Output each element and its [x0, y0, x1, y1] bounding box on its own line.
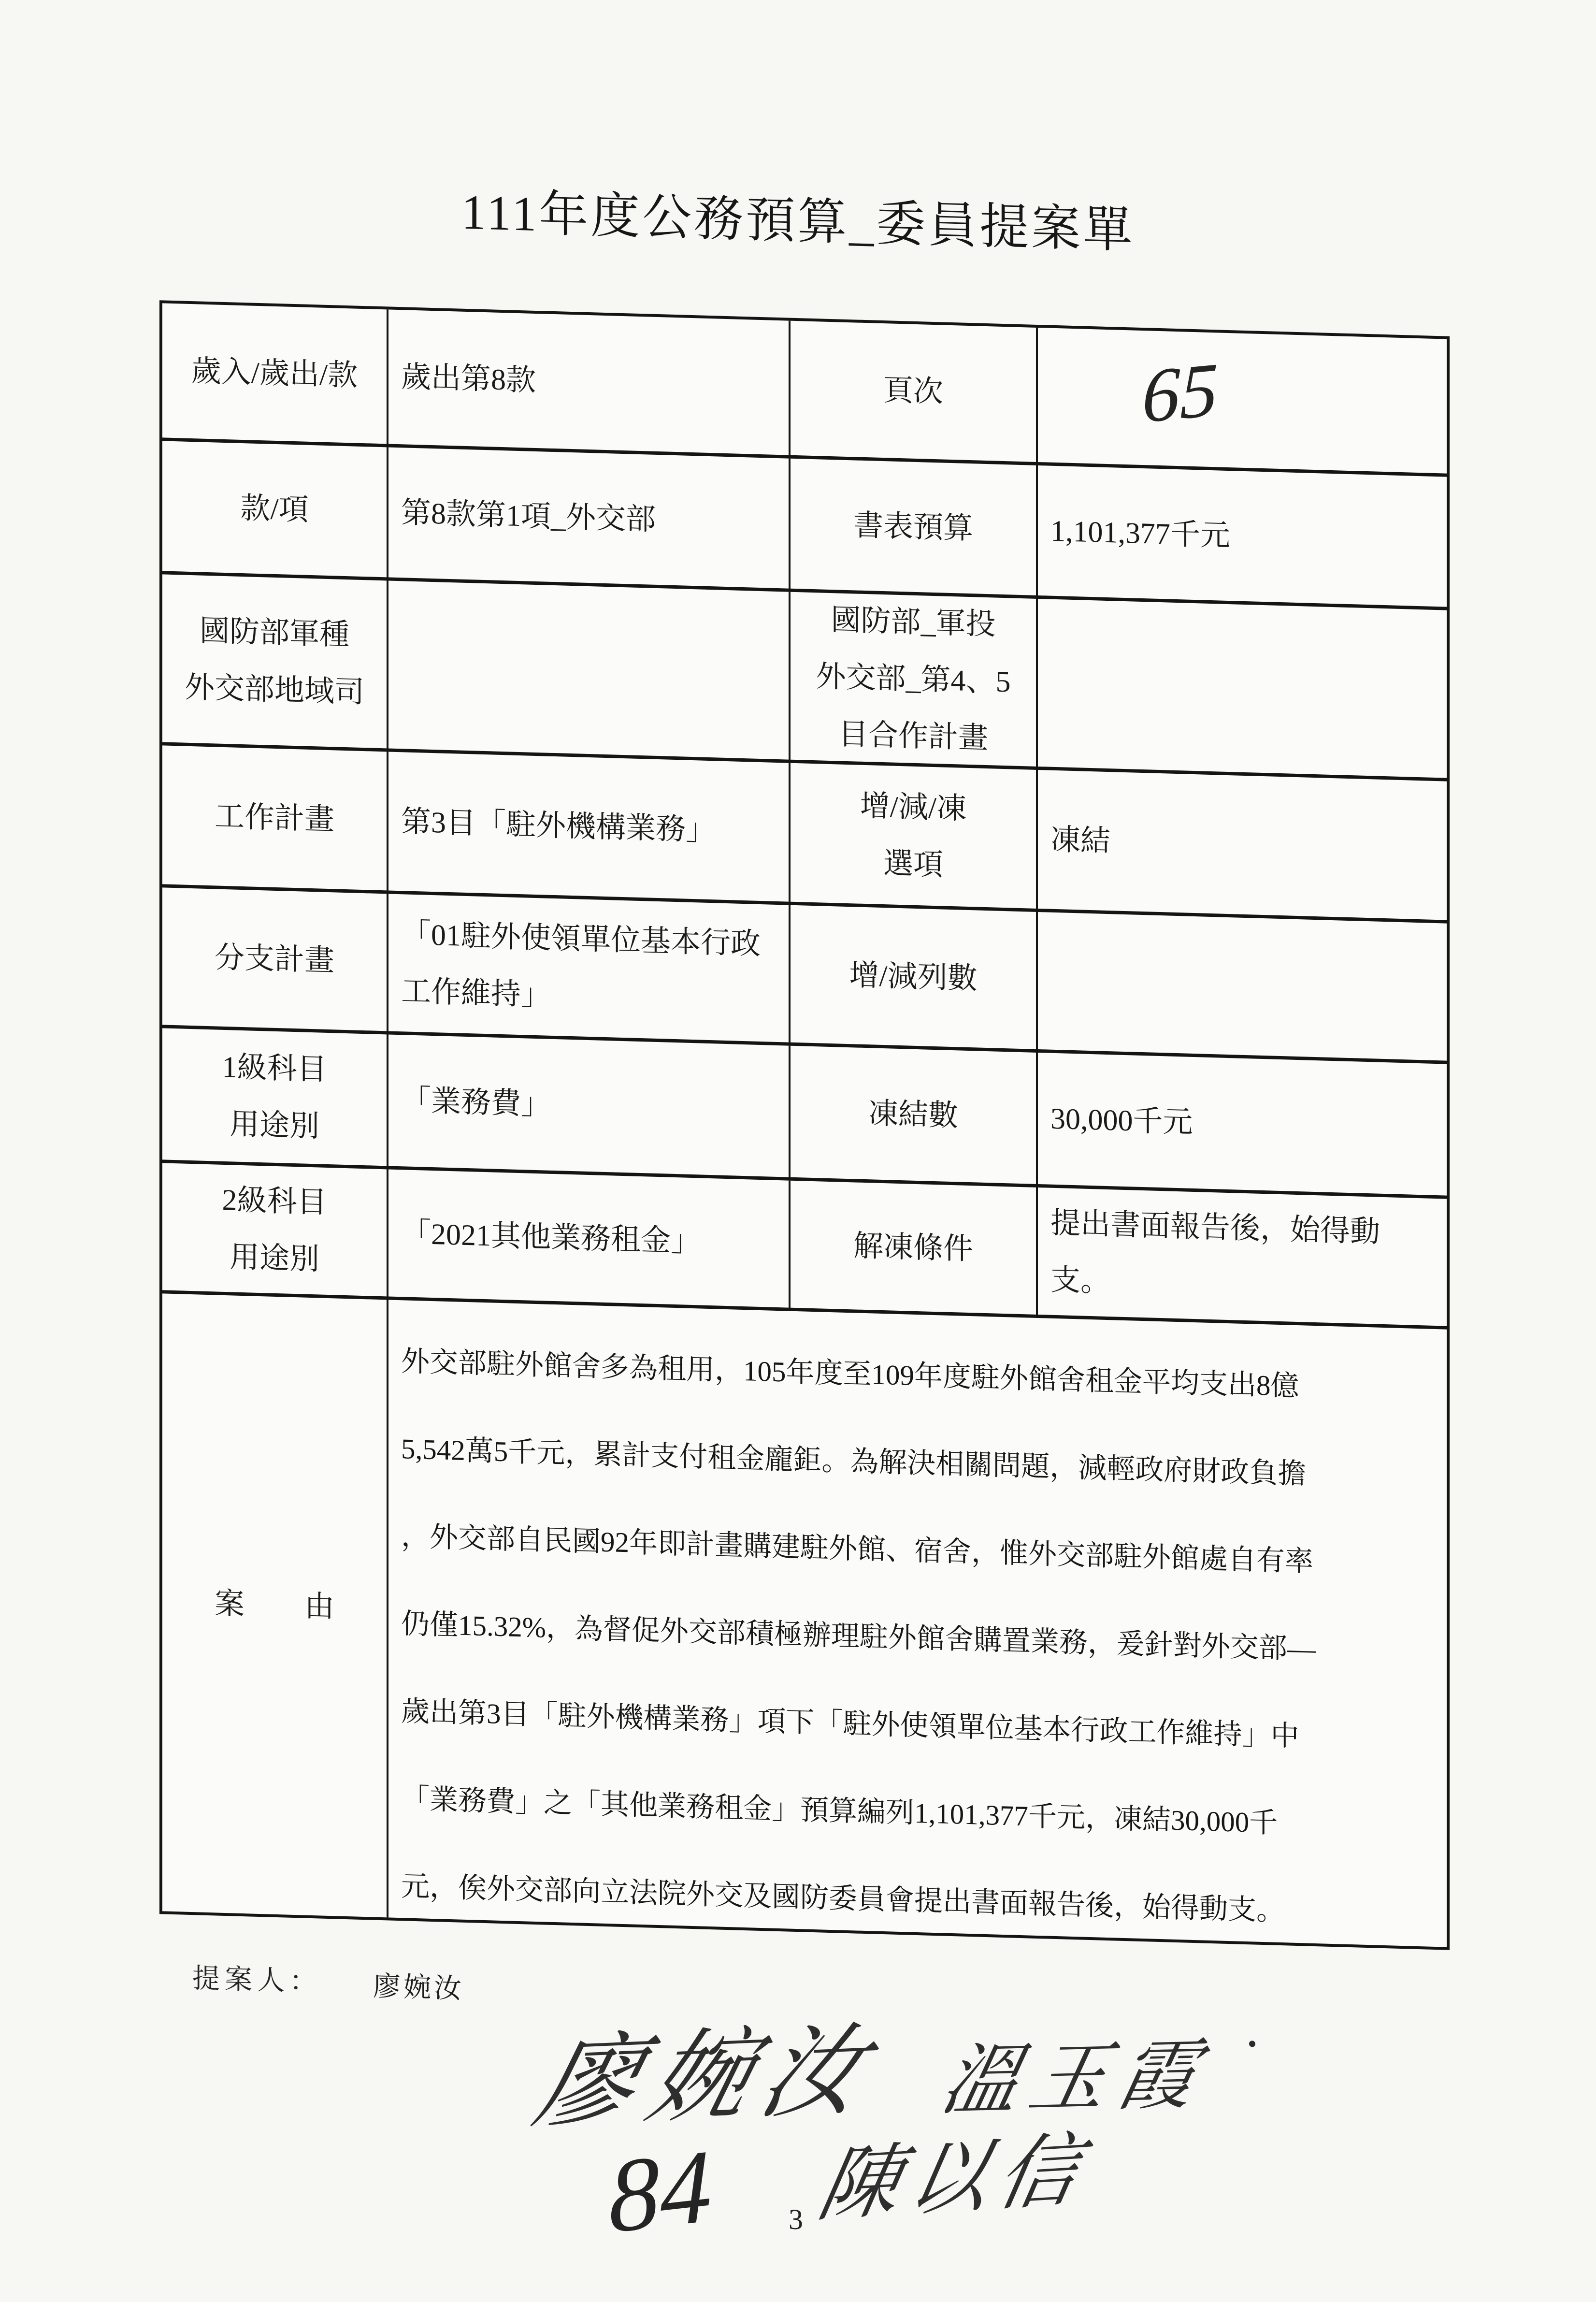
case-line-4: 仍僅15.32%，為督促外交部積極辦理駐外館舍購置業務，爰針對外交部—: [401, 1607, 1316, 1665]
row1-header-revenue-expense: [162, 303, 388, 447]
cell-label: 歲入/歲出/款: [191, 355, 358, 392]
row4-value-work-plan: [388, 752, 791, 905]
row2-header-section-item: [162, 441, 388, 580]
cell-label-line3: 目合作計畫: [838, 717, 988, 755]
cell-value: 第8款第1項_外交部: [401, 496, 656, 536]
row2-value-book-budget: [1038, 465, 1447, 610]
cell-value: 1,101,377千元: [1050, 514, 1231, 552]
row4-header-adjust-option: [791, 763, 1038, 912]
cell-label-line2: 外交部_第4、5: [816, 660, 1011, 698]
row1-value-page-index: [1038, 328, 1447, 477]
row4-header-work-plan: [162, 745, 388, 894]
row7-header-unfreeze-condition: [791, 1181, 1038, 1318]
cell-label-line2: 用途別: [229, 1240, 319, 1276]
row3-value-cooperation-plan: [1038, 599, 1447, 782]
proposer-name: 廖婉汝: [373, 1971, 464, 2004]
row1-header-page-index: [791, 321, 1038, 465]
cell-value: 「2021其他業務租金」: [401, 1216, 701, 1259]
cell-value-line2: 支。: [1050, 1263, 1111, 1298]
case-line-6: 「業務費」之「其他業務租金」預算編列1,101,377千元，凍結30,000千: [401, 1782, 1278, 1839]
handwritten-signature-liao-wan-ju: 廖婉汝: [525, 2015, 890, 2141]
row5-value-branch-plan: [388, 894, 791, 1045]
cell-label-line1: 2級科目: [222, 1183, 327, 1219]
cell-label: 案 由: [214, 1587, 334, 1624]
cell-label: 解凍條件: [853, 1229, 973, 1266]
ink-dot: [1249, 2041, 1255, 2047]
case-line-1: 外交部駐外館舍多為租用，105年度至109年度駐外館舍租金平均支出8億: [401, 1345, 1299, 1403]
cell-label: 工作計畫: [214, 799, 334, 836]
cell-label: 增/減列數: [849, 959, 978, 996]
proposal-table: [159, 300, 1450, 1950]
handwritten-signature-wen-yu-hsia: 溫玉霞: [934, 2033, 1216, 2125]
row2-value-section-item: [388, 447, 791, 592]
handwritten-page-index: 65: [1141, 347, 1219, 439]
row5-header-adjust-amount: [791, 905, 1038, 1053]
case-line-2: 5,542萬5千元，累計支付租金龐鉅。為解決相關問題，減輕政府財政負擔: [401, 1433, 1307, 1490]
row5-header-branch-plan: [162, 887, 388, 1034]
row3-header-cooperation-plan: [791, 592, 1038, 770]
proposer-label: 提案人：: [192, 1963, 322, 1998]
row6-header-frozen-amount: [791, 1046, 1038, 1187]
case-reason-header: [162, 1293, 388, 1917]
cell-value: 「業務費」: [401, 1084, 551, 1121]
printed-page-number: 3: [789, 2203, 803, 2236]
row7-header-level2-subject: [162, 1163, 388, 1300]
cell-label-line1: 1級科目: [222, 1050, 327, 1086]
cell-value-line1: 「01駐外使領單位基本行政: [401, 918, 761, 961]
case-reason-text: [388, 1300, 1447, 1947]
cell-label-line1: 增/減/凍: [860, 789, 967, 825]
row2-header-book-budget: [791, 459, 1038, 599]
cell-label: 凍結數: [868, 1097, 958, 1133]
row6-value-level1-subject: [388, 1034, 791, 1180]
case-line-3: ，外交部自民國92年即計畫購建駐外館、宿舍，惟外交部駐外館處自有率: [401, 1520, 1314, 1578]
cell-value: 歲出第8款: [401, 361, 536, 397]
cell-label: 分支計畫: [214, 941, 334, 978]
cell-value: 第3目「駐外機構業務」: [401, 805, 716, 847]
row5-value-adjust-amount: [1038, 912, 1447, 1064]
cell-value: 30,000千元: [1050, 1102, 1193, 1139]
row3-header-agency: [162, 574, 388, 752]
cell-value: 凍結: [1050, 823, 1111, 858]
cell-label-line2: 外交部地域司: [184, 671, 364, 709]
row7-value-level2-subject: [388, 1169, 791, 1311]
cell-value-line1: 提出書面報告後，始得動: [1050, 1206, 1380, 1249]
row1-value-expense-item: [388, 309, 791, 458]
row6-value-frozen-amount: [1038, 1053, 1447, 1199]
cell-label-line1: 國防部_軍投: [831, 603, 996, 641]
row6-header-level1-subject: [162, 1028, 388, 1169]
page-title: 111年度公務預算_委員提案單: [461, 185, 1135, 259]
cell-value-line2: 工作維持」: [401, 975, 551, 1012]
row3-value-agency: [388, 580, 791, 763]
cell-label-line2: 選項: [883, 847, 943, 882]
case-line-5: 歲出第3目「駐外機構業務」項下「駐外使領單位基本行政工作維持」中: [401, 1695, 1299, 1752]
cell-label: 頁次: [883, 374, 943, 409]
handwritten-signature-chen-yi-hsin: 陳以信: [811, 2125, 1097, 2231]
cell-label-line1: 國防部軍種: [199, 614, 349, 652]
cell-label: 書表預算: [853, 508, 973, 545]
cell-label-line2: 用途別: [229, 1108, 319, 1144]
cell-label: 款/項: [240, 492, 309, 527]
row4-value-adjust-option: [1038, 770, 1447, 924]
case-line-7: 元，俟外交部向立法院外交及國防委員會提出書面報告後，始得動支。: [401, 1870, 1285, 1927]
handwritten-number-84: 84: [606, 2127, 714, 2255]
row7-value-unfreeze-condition: [1038, 1187, 1447, 1330]
